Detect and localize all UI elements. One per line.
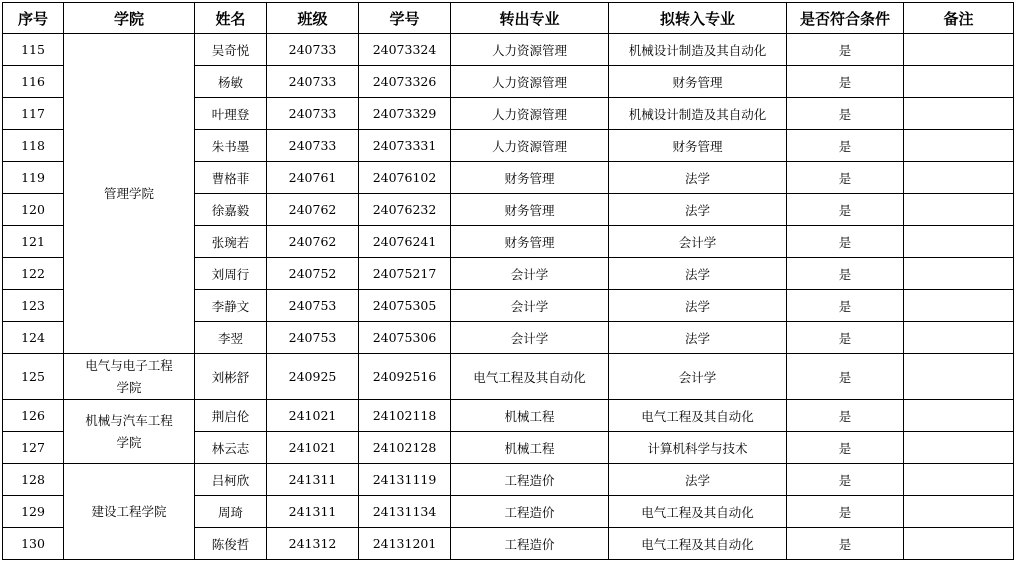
remark-cell	[904, 496, 1014, 528]
seq-no-cell: 118	[3, 130, 64, 162]
student-name-cell: 张琬若	[195, 226, 267, 258]
remark-cell	[904, 162, 1014, 194]
header-name: 姓名	[195, 3, 267, 34]
remark-cell	[904, 258, 1014, 290]
from-major-cell: 财务管理	[451, 226, 609, 258]
seq-no-cell: 116	[3, 66, 64, 98]
eligible-cell: 是	[787, 290, 904, 322]
remark-cell	[904, 34, 1014, 66]
eligible-cell: 是	[787, 162, 904, 194]
class-cell: 240761	[267, 162, 359, 194]
remark-cell	[904, 226, 1014, 258]
from-major-cell: 财务管理	[451, 162, 609, 194]
header-college: 学院	[64, 3, 195, 34]
seq-no-cell: 117	[3, 98, 64, 130]
college-name-line: 电气与电子工程	[85, 357, 173, 373]
class-cell: 240733	[267, 98, 359, 130]
header-student-id: 学号	[359, 3, 451, 34]
college-cell	[64, 400, 195, 464]
to-major-cell: 会计学	[609, 354, 787, 400]
from-major-cell: 会计学	[451, 290, 609, 322]
from-major-cell: 人力资源管理	[451, 130, 609, 162]
student-id-cell: 24075306	[359, 322, 451, 354]
from-major-cell: 会计学	[451, 322, 609, 354]
class-cell: 240733	[267, 34, 359, 66]
from-major-cell: 财务管理	[451, 194, 609, 226]
class-cell: 240762	[267, 194, 359, 226]
to-major-cell: 财务管理	[609, 66, 787, 98]
student-name-cell: 李翌	[195, 322, 267, 354]
header-class: 班级	[267, 3, 359, 34]
student-id-cell: 24102128	[359, 432, 451, 464]
header-remark: 备注	[904, 3, 1014, 34]
eligible-cell: 是	[787, 130, 904, 162]
eligible-cell: 是	[787, 226, 904, 258]
to-major-cell: 计算机科学与技术	[609, 432, 787, 464]
student-id-cell: 24075217	[359, 258, 451, 290]
student-name-cell: 叶理登	[195, 98, 267, 130]
student-id-cell: 24131119	[359, 464, 451, 496]
class-cell: 241311	[267, 496, 359, 528]
class-cell: 241021	[267, 400, 359, 432]
remark-cell	[904, 464, 1014, 496]
class-cell: 240753	[267, 290, 359, 322]
header-eligible: 是否符合条件	[787, 3, 904, 34]
eligible-cell: 是	[787, 400, 904, 432]
college-name-line: 学院	[116, 379, 142, 395]
to-major-cell: 机械设计制造及其自动化	[609, 34, 787, 66]
to-major-cell: 电气工程及其自动化	[609, 496, 787, 528]
class-cell: 240753	[267, 322, 359, 354]
header-to-major: 拟转入专业	[609, 3, 787, 34]
student-id-cell: 24131201	[359, 528, 451, 560]
college-name-line: 学院	[116, 434, 142, 450]
seq-no-cell: 115	[3, 34, 64, 66]
from-major-cell: 工程造价	[451, 464, 609, 496]
student-name-cell: 荆启伦	[195, 400, 267, 432]
seq-no-cell: 121	[3, 226, 64, 258]
eligible-cell: 是	[787, 528, 904, 560]
class-cell: 241312	[267, 528, 359, 560]
student-name-cell: 朱书墨	[195, 130, 267, 162]
from-major-cell: 人力资源管理	[451, 98, 609, 130]
seq-no-cell: 124	[3, 322, 64, 354]
from-major-cell: 机械工程	[451, 432, 609, 464]
to-major-cell: 法学	[609, 322, 787, 354]
eligible-cell: 是	[787, 66, 904, 98]
remark-cell	[904, 432, 1014, 464]
header-seq-no: 序号	[3, 3, 64, 34]
eligible-cell: 是	[787, 464, 904, 496]
student-name-cell: 刘周行	[195, 258, 267, 290]
eligible-cell: 是	[787, 322, 904, 354]
student-id-cell: 24102118	[359, 400, 451, 432]
to-major-cell: 法学	[609, 162, 787, 194]
to-major-cell: 法学	[609, 258, 787, 290]
remark-cell	[904, 130, 1014, 162]
from-major-cell: 会计学	[451, 258, 609, 290]
table-row	[3, 354, 1014, 400]
student-id-cell: 24076241	[359, 226, 451, 258]
seq-no-cell: 125	[3, 354, 64, 400]
seq-no-cell: 128	[3, 464, 64, 496]
class-cell: 241311	[267, 464, 359, 496]
remark-cell	[904, 528, 1014, 560]
eligible-cell: 是	[787, 98, 904, 130]
remark-cell	[904, 354, 1014, 400]
student-name-cell: 曹格菲	[195, 162, 267, 194]
student-name-cell: 李静文	[195, 290, 267, 322]
to-major-cell: 法学	[609, 194, 787, 226]
student-name-cell: 杨敏	[195, 66, 267, 98]
seq-no-cell: 127	[3, 432, 64, 464]
student-name-cell: 周琦	[195, 496, 267, 528]
remark-cell	[904, 194, 1014, 226]
student-name-cell: 林云志	[195, 432, 267, 464]
table-row	[3, 400, 1014, 432]
college-name-line: 管理学院	[103, 185, 154, 201]
student-name-cell: 吴奇悦	[195, 34, 267, 66]
student-id-cell: 24076102	[359, 162, 451, 194]
table-row	[3, 34, 1014, 66]
seq-no-cell: 119	[3, 162, 64, 194]
college-cell	[64, 354, 195, 400]
seq-no-cell: 123	[3, 290, 64, 322]
transfer-students-table	[2, 2, 1014, 560]
seq-no-cell: 129	[3, 496, 64, 528]
remark-cell	[904, 66, 1014, 98]
table-row	[3, 464, 1014, 496]
student-id-cell: 24073324	[359, 34, 451, 66]
student-name-cell: 刘彬舒	[195, 354, 267, 400]
from-major-cell: 人力资源管理	[451, 34, 609, 66]
from-major-cell: 工程造价	[451, 528, 609, 560]
student-id-cell: 24073331	[359, 130, 451, 162]
to-major-cell: 机械设计制造及其自动化	[609, 98, 787, 130]
eligible-cell: 是	[787, 194, 904, 226]
student-id-cell: 24075305	[359, 290, 451, 322]
header-from-major: 转出专业	[451, 3, 609, 34]
to-major-cell: 财务管理	[609, 130, 787, 162]
class-cell: 240762	[267, 226, 359, 258]
table-body	[3, 34, 1014, 560]
student-id-cell: 24073329	[359, 98, 451, 130]
college-name-line: 机械与汽车工程	[85, 412, 173, 428]
to-major-cell: 会计学	[609, 226, 787, 258]
college-cell	[64, 464, 195, 560]
transfer-list-sheet	[2, 2, 1014, 560]
eligible-cell: 是	[787, 34, 904, 66]
college-cell	[64, 34, 195, 354]
header-row	[3, 3, 1014, 34]
student-name-cell: 陈俊哲	[195, 528, 267, 560]
remark-cell	[904, 322, 1014, 354]
student-id-cell: 24076232	[359, 194, 451, 226]
class-cell: 240733	[267, 66, 359, 98]
seq-no-cell: 122	[3, 258, 64, 290]
eligible-cell: 是	[787, 354, 904, 400]
eligible-cell: 是	[787, 432, 904, 464]
seq-no-cell: 130	[3, 528, 64, 560]
from-major-cell: 电气工程及其自动化	[451, 354, 609, 400]
from-major-cell: 工程造价	[451, 496, 609, 528]
student-id-cell: 24092516	[359, 354, 451, 400]
to-major-cell: 电气工程及其自动化	[609, 400, 787, 432]
from-major-cell: 人力资源管理	[451, 66, 609, 98]
student-name-cell: 吕柯欣	[195, 464, 267, 496]
to-major-cell: 法学	[609, 464, 787, 496]
eligible-cell: 是	[787, 258, 904, 290]
to-major-cell: 法学	[609, 290, 787, 322]
student-id-cell: 24073326	[359, 66, 451, 98]
seq-no-cell: 126	[3, 400, 64, 432]
class-cell: 240733	[267, 130, 359, 162]
seq-no-cell: 120	[3, 194, 64, 226]
remark-cell	[904, 290, 1014, 322]
student-id-cell: 24131134	[359, 496, 451, 528]
class-cell: 240752	[267, 258, 359, 290]
to-major-cell: 电气工程及其自动化	[609, 528, 787, 560]
class-cell: 240925	[267, 354, 359, 400]
student-name-cell: 徐嘉毅	[195, 194, 267, 226]
remark-cell	[904, 400, 1014, 432]
remark-cell	[904, 98, 1014, 130]
college-name-line: 建设工程学院	[91, 503, 167, 519]
from-major-cell: 机械工程	[451, 400, 609, 432]
eligible-cell: 是	[787, 496, 904, 528]
class-cell: 241021	[267, 432, 359, 464]
table-header	[3, 3, 1014, 34]
